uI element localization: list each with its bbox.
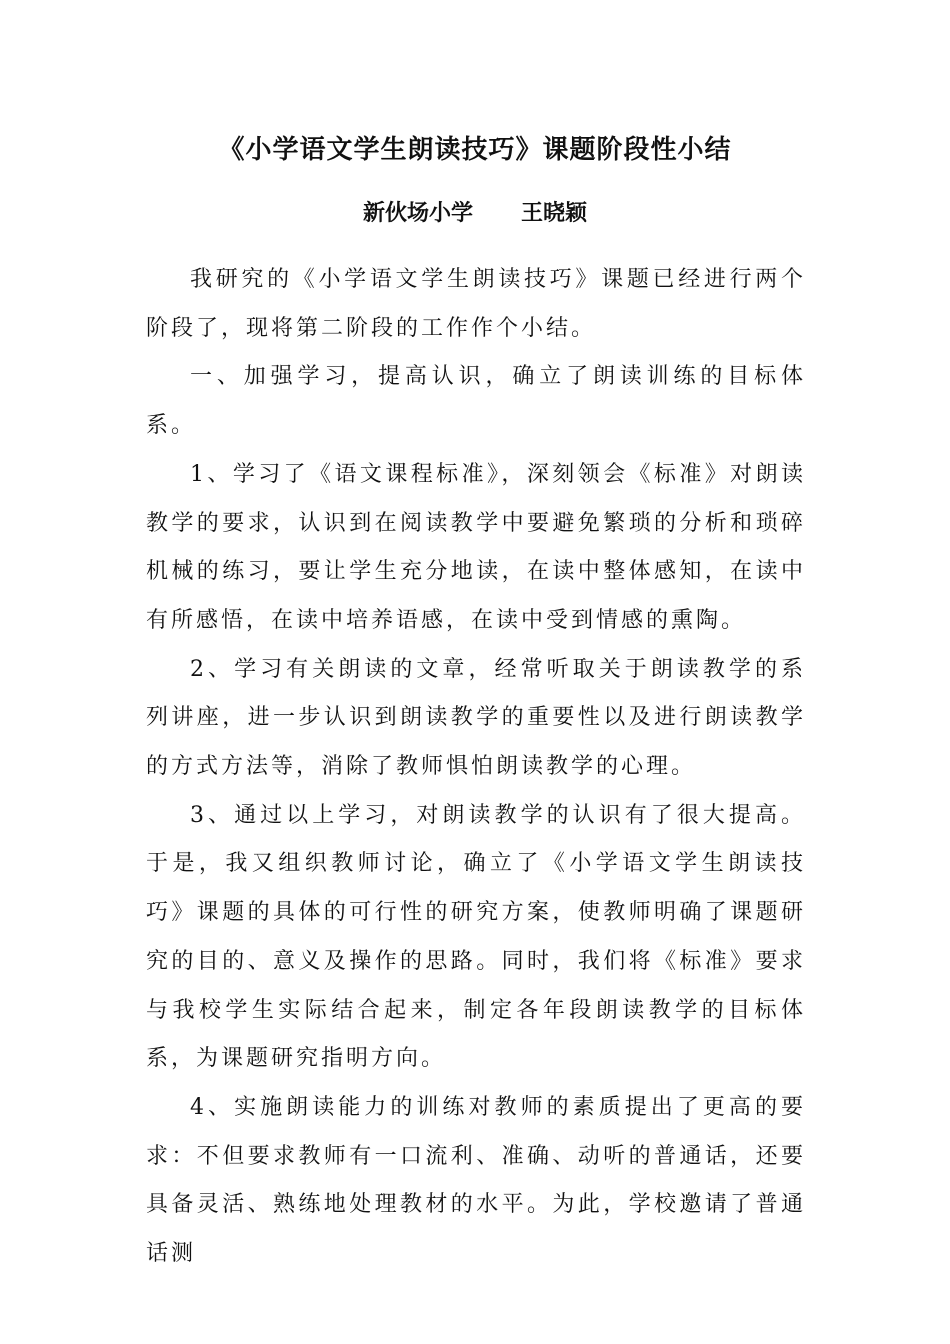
document-title: 《小学语文学生朗读技巧》课题阶段性小结: [218, 135, 732, 165]
paragraph: 4、实施朗读能力的训练对教师的素质提出了更高的要求：不但要求教师有一口流利、准确、动听的普通话，还要具备灵活、熟练地处理教材的水平。为此，学校邀请了普通话测: [146, 1094, 806, 1267]
author-name: 王晓颖: [521, 201, 588, 226]
paragraph: 1、学习了《语文课程标准》，深刻领会《标准》对朗读教学的要求，认识到在阅读教学中要避免繁琐的分析和琐碎机械的练习，要让学生充分地读，在读中整体感知，在读中有所感悟，在读中培养语感，在读中受到情感的熏陶。: [146, 461, 806, 633]
section-heading: 一、加强学习，提高认识，确立了朗读训练的目标体系。: [146, 364, 806, 439]
paragraph: 我研究的《小学语文学生朗读技巧》课题已经进行两个阶段了，现将第二阶段的工作作个小结。: [146, 267, 806, 341]
paragraph: 2、学习有关朗读的文章，经常听取关于朗读教学的系列讲座，进一步认识到朗读教学的重要性以及进行朗读教学的方式方法等，消除了教师惧怕朗读教学的心理。: [146, 656, 806, 780]
document-body: [146, 256, 806, 1279]
paragraph: 3、通过以上学习，对朗读教学的认识有了很大提高。于是，我又组织教师讨论，确立了《小学语文学生朗读技巧》课题的具体的可行性的研究方案，使教师明确了课题研究的目的、意义及操作的思路。同时，我们将《标准》要求与我校学生实际结合起来，制定各年段朗读教学的目标体系，为课题研究指明方向。: [146, 802, 806, 1072]
byline: [0, 194, 950, 234]
school-name: 新伙场小学: [362, 201, 473, 226]
